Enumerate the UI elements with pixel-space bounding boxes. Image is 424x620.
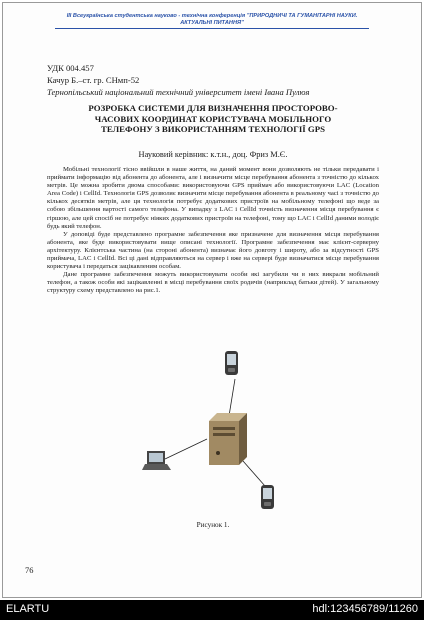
title-line-2: ЧАСОВИХ КООРДИНАТ КОРИСТУВАЧА МОБІЛЬНОГО: [94, 113, 332, 124]
page-number: 76: [25, 566, 34, 575]
article-title: [47, 103, 379, 135]
structure-diagram: [47, 321, 379, 517]
link-server-laptop: [165, 439, 207, 459]
laptop-icon: [142, 451, 171, 470]
author-line: Качур Б.–ст. гр. СНмп-52: [47, 75, 140, 85]
mobile-phone-icon: [261, 485, 274, 509]
conference-header-line1: ІІІ Всеукраїнська студентська науково - технічна конференція "ПРИРОДНИЧІ ТА ГУМАНІТАРНІ НАУКИ.: [66, 13, 358, 19]
paragraph: Мобільні технології тісно ввійшли в наше життя, на даний момент вони дозволяють не тільки передавати і приймати інформацію від абонента до абонента, але і визначити місце перебування абонента з точністю до кількох метрів. Це можна зробити двома способами: використовуючи GPS приймач або використовуючи LAC (Location Area Code) і CellId. Технологія GPS дозволяє визначити місце перебування абонента в реальному часі з точністю до кількох десятків метрів, але ця технологія потребує додаткових пристроїв на мобільному телефоні що веде за собою збільшення вартості самого телефона. У випадку з LAC і CellId точність визначення місця перебування є гіршою, але цей спосіб не потребує ніяких додаткових пристроїв на телефоні, тому що LAC і CellId даними володіє будь який телефон.: [47, 166, 379, 230]
conference-header: [55, 13, 369, 29]
mobile-phone-icon: [225, 351, 238, 375]
title-line-1: РОЗРОБКА СИСТЕМИ ДЛЯ ВИЗНАЧЕННЯ ПРОСТОРОВО-: [88, 103, 338, 113]
title-line-3: ТЕЛЕФОНУ З ВИКОРИСТАННЯМ ТЕХНОЛОГІЇ GPS: [101, 124, 325, 135]
link-server-phone-bottom: [243, 461, 265, 486]
repository-name[interactable]: ELARTU: [6, 603, 50, 615]
link-server-phone-top: [229, 379, 235, 416]
supervisor-line: Науковий керівник: к.т.н., доц. Фриз М.Є.: [138, 150, 288, 159]
figure-caption: Рисунок 1.: [196, 521, 230, 529]
handle-link[interactable]: hdl:123456789/11260: [312, 603, 418, 615]
conference-header-line2: АКТУАЛЬНІ ПИТАННЯ": [180, 20, 244, 26]
repository-footer: [0, 600, 424, 620]
server-icon: [209, 413, 247, 465]
article-body: [47, 166, 379, 296]
paragraph: У доповіді буде представлено програмне забезпечення яке призначене для визначення місця перебування абонента, яке буде використовувати вище описані технології. Програмне забезпечення має клієнт-серверну архітектуру. Клієнтська частина (на стороні абонента) визначає його довготу і широту, або за відсутності GPS приймача, LAC і CellId. Всі ці дані відправляються на сервер і вже на сервері буде визначатися місце перебування користувача і передаться зацікавленим особам.: [47, 230, 379, 271]
document-page: [2, 2, 422, 598]
paragraph: Дане програмне забезпечення можуть використовувати особи які загубили чи в них викрали мобільний телефон, а також особи які зацікавленні в місці перебування своїх родичів (наприклад батьки дітей). У загальному структуру схему представлено на рис.1.: [47, 271, 379, 295]
udk-code: УДК 004.457: [47, 63, 94, 73]
university-line: Тернопільський національний технічний університет імені Івана Пулюя: [47, 87, 310, 97]
